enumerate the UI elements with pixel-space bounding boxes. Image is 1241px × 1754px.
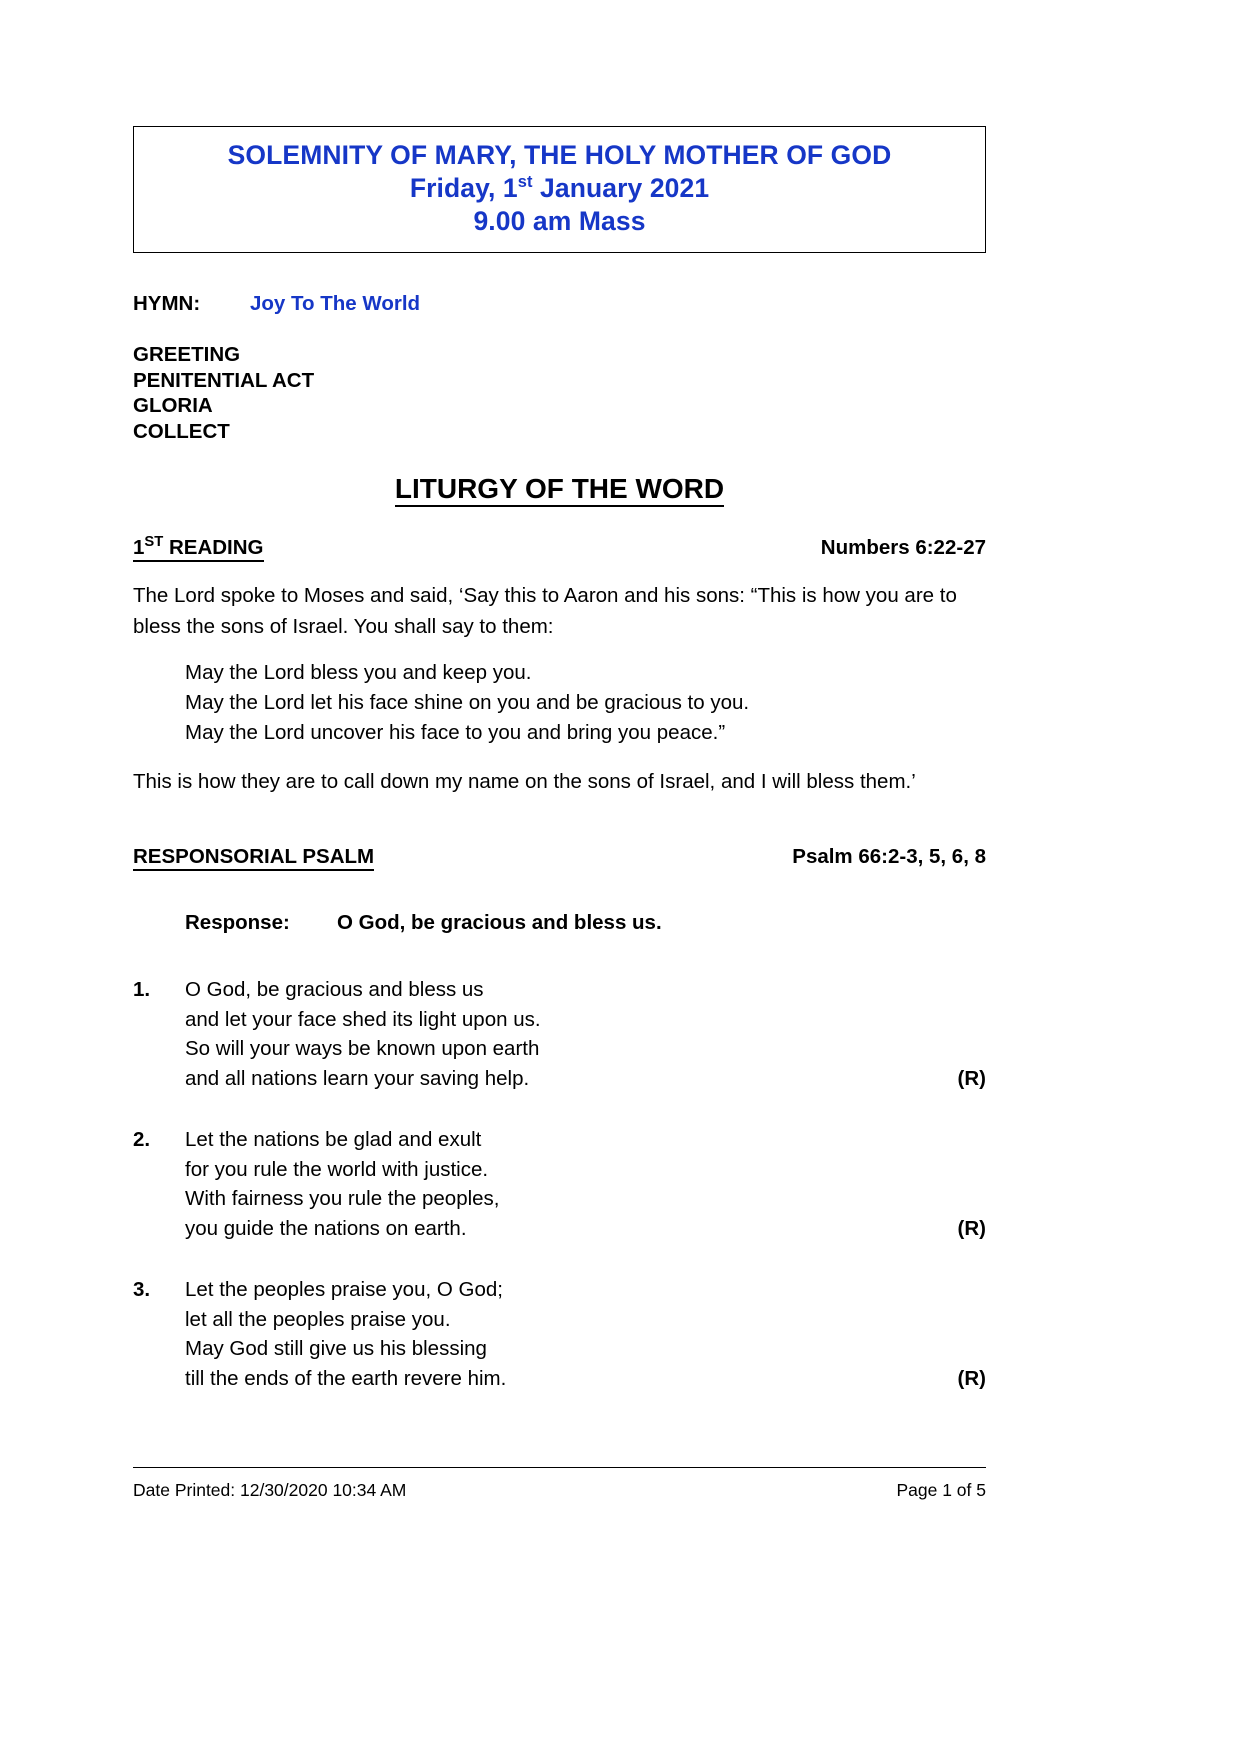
psalm-verse-line: May God still give us his blessing [185,1337,487,1361]
psalm-verse-line: let all the peoples praise you. [185,1307,451,1331]
psalm-response-label: Response: [185,911,290,935]
blessing-line: May the Lord uncover his face to you and bring you peace.” [185,721,726,745]
spacer-after-title [133,253,986,291]
hymn-label: HYMN: [133,292,201,315]
psalm-response-mark: (R) [957,1216,986,1240]
psalm-verse-lines [185,1125,986,1243]
psalm-verse-last-line [185,1364,986,1394]
psalm-verse [133,1275,986,1393]
psalm-verse-line: you guide the nations on earth. [185,1216,467,1240]
responsorial-psalm-label-wrap [133,845,374,869]
psalm-response-mark: (R) [957,1066,986,1090]
order-item-greeting: GREETING [133,343,241,366]
liturgy-heading-text: LITURGY OF THE WORD [395,473,724,507]
liturgy-of-the-word-heading [133,472,986,506]
psalm-response-mark: (R) [957,1366,986,1390]
order-item-penitential-act: PENITENTIAL ACT [133,368,315,392]
first-reading-reference: Numbers 6:22-27 [820,536,986,560]
order-item-gloria: GLORIA [133,394,213,418]
title-line-time: 9.00 am Mass [473,206,646,236]
psalm-verse-lines [185,975,986,1093]
first-reading-label [133,536,264,560]
order-of-mass-list [133,342,986,444]
psalm-verse [133,975,986,1093]
responsorial-psalm-label: RESPONSORIAL PSALM [133,845,374,871]
psalm-verse-number: 1. [133,978,151,1002]
first-reading-paragraph-2: This is how they are to call down my name on the sons of Israel, and I will bless them.’ [133,770,916,794]
psalm-verse-line: and all nations learn your saving help. [185,1066,530,1090]
psalm-verse-line: O God, be gracious and bless us [185,978,484,1002]
title-date-post: January 2021 [532,173,710,203]
title-line-date [142,172,977,205]
footer-date-printed: Date Printed: 12/30/2020 10:34 AM [133,1480,407,1500]
first-reading-label-underlined [133,536,264,562]
first-reading-label-post: READING [163,536,264,560]
footer-row [133,1479,986,1501]
responsorial-psalm-reference: Psalm 66:2-3, 5, 6, 8 [792,845,986,869]
psalm-response-text: O God, be gracious and bless us. [337,911,662,935]
first-reading-label-pre: 1 [133,536,145,560]
psalm-verse-last-line [185,1214,986,1244]
order-item-collect: COLLECT [133,419,230,443]
blessing-line: May the Lord let his face shine on you and be gracious to you. [185,691,750,715]
psalm-verse-line: for you rule the world with justice. [185,1157,489,1181]
title-box [133,126,986,253]
responsorial-psalm-header [133,845,986,869]
hymn-title: Joy To The World [250,292,421,315]
title-line-solemnity: SOLEMNITY OF MARY, THE HOLY MOTHER OF GOD [227,140,892,170]
blessing-line: May the Lord bless you and keep you. [185,661,532,685]
psalm-verse-line: and let your face shed its light upon us. [185,1007,541,1031]
first-reading-paragraph-1: The Lord spoke to Moses and said, ‘Say this to Aaron and his sons: “This is how you are to bless the sons of Israel. You shall say to them: [133,584,957,639]
psalm-verse [133,1125,986,1243]
psalm-verse-line: Let the nations be glad and exult [185,1128,482,1152]
psalm-verse-number: 3. [133,1278,151,1302]
document-content [133,126,986,1393]
footer-page-number: Page 1 of 5 [896,1480,986,1500]
psalm-verse-last-line [185,1064,986,1094]
title-date-ordinal-suffix: st [517,173,533,192]
first-reading-header [133,536,986,560]
psalm-verse-lines [185,1275,986,1393]
first-reading-blessing-lines [185,658,986,748]
page-footer [133,1467,986,1501]
psalm-verse-line: till the ends of the earth revere him. [185,1366,507,1390]
psalm-verse-line: So will your ways be known upon earth [185,1037,540,1061]
title-date-pre: Friday, 1 [409,173,518,203]
psalm-verse-line: With fairness you rule the peoples, [185,1187,500,1211]
psalm-verse-number: 2. [133,1128,151,1152]
footer-divider [133,1467,986,1468]
first-reading-label-ordinal: ST [144,534,164,551]
psalm-verse-line: Let the peoples praise you, O God; [185,1278,503,1302]
hymn-row [133,291,986,317]
psalm-response-row [185,911,986,935]
